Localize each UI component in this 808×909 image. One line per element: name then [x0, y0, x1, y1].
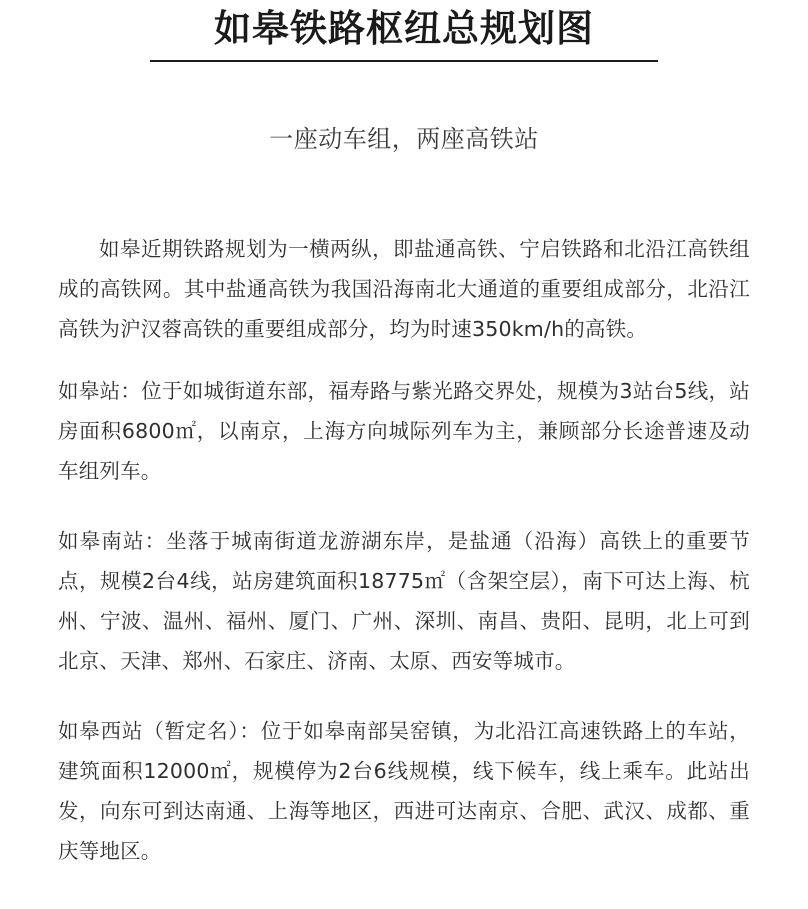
page-title: 如皋铁路枢纽总规划图: [214, 7, 594, 50]
body-content: [0, 229, 808, 871]
page-subtitle: 一座动车组，两座高铁站: [269, 125, 539, 153]
paragraph-overview: 如皋近期铁路规划为一横两纵，即盐通高铁、宁启铁路和北沿江高铁组成的高铁网。其中盐通高铁为我国沿海南北大通道的重要组成部分，北沿江高铁为沪汉蓉高铁的重要组成部分，均为时速350km/h的高铁。: [58, 237, 750, 341]
title-divider: [150, 60, 658, 62]
paragraph-rugao-west-station: 如皋西站（暂定名）：位于如皋南部吴窑镇，为北沿江高速铁路上的车站，建筑面积12000㎡，规模停为2台6线规模，线下候车，线上乘车。此站出发，向东可到达南通、上海等地区，西进可达南京、合肥、武汉、成都、重庆等地区。: [58, 719, 750, 863]
paragraph-rugao-south-station: 如皋南站：坐落于城南街道龙游湖东岸，是盐通（沿海）高铁上的重要节点，规模2台4线，站房建筑面积18775㎡（含架空层），南下可达上海、杭州、宁波、温州、福州、厦门、广州、深圳、南昌、贵阳、昆明，北上可到北京、天津、郑州、石家庄、济南、太原、西安等城市。: [58, 529, 750, 673]
paragraph-rugao-station: 如皋站：位于如城街道东部，福寿路与紫光路交界处，规模为3站台5线，站房面积6800㎡，以南京，上海方向城际列车为主，兼顾部分长途普速及动车组列车。: [58, 379, 750, 483]
subtitle-block: [0, 123, 808, 155]
title-block: [0, 0, 808, 62]
